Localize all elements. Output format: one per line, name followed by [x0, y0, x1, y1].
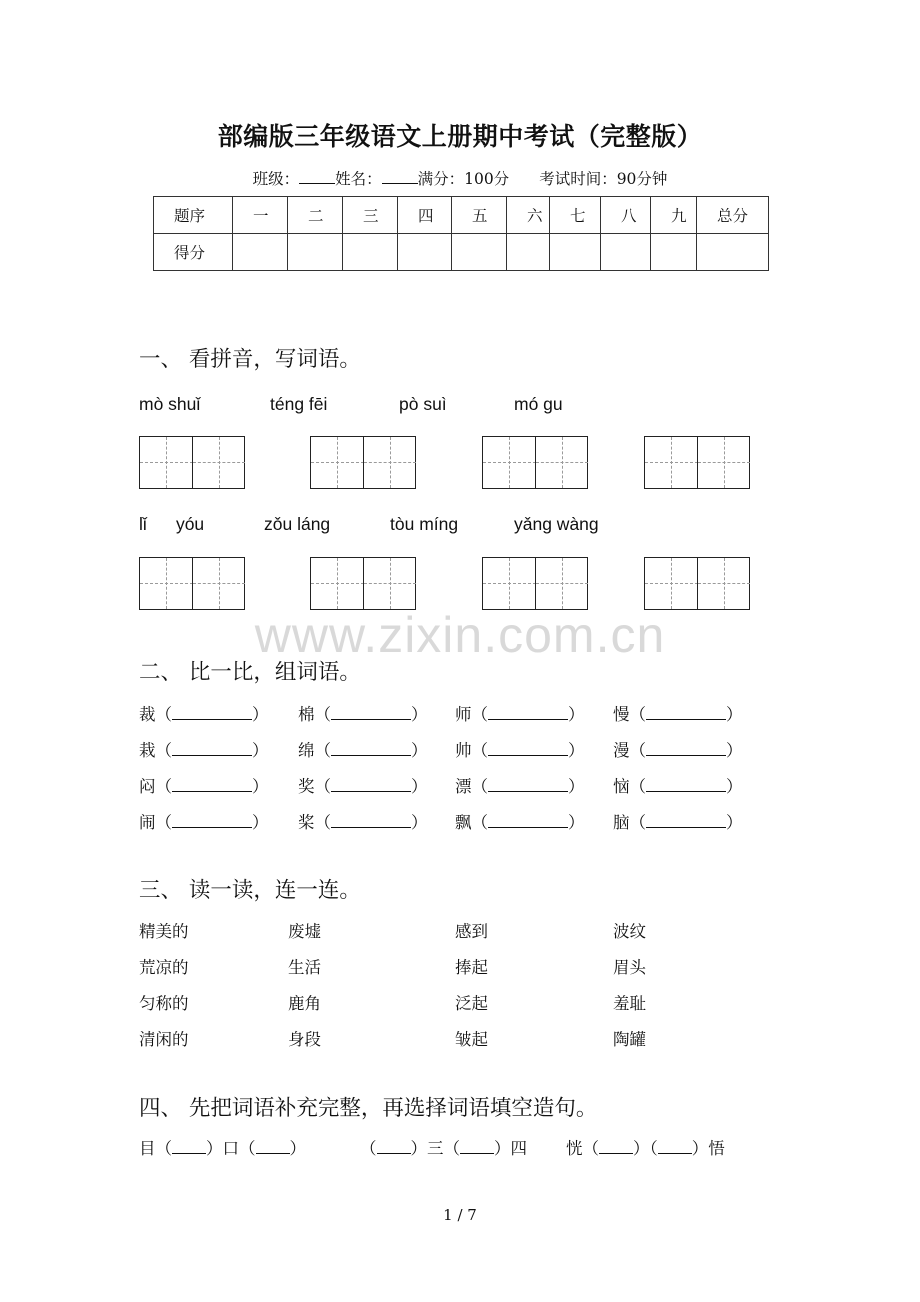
word-fill-item [613, 701, 743, 725]
close-paren: ） [726, 813, 743, 832]
close-paren: ） [726, 777, 743, 796]
table-cell: 题序 [154, 197, 233, 234]
score-cell [343, 234, 398, 271]
score-table-header-row [154, 197, 769, 234]
target-character: 恼 [613, 777, 630, 796]
table-cell: 得分 [154, 234, 233, 271]
close-paren: ） [568, 813, 585, 832]
pinyin-label: téng fēi [270, 394, 328, 414]
word-fill-item [139, 701, 269, 725]
answer-blank[interactable] [646, 812, 726, 828]
idiom-blank[interactable] [377, 1138, 411, 1154]
idiom-blank[interactable] [658, 1138, 692, 1154]
table-cell: 三 [343, 197, 398, 234]
open-paren: （ [155, 813, 172, 832]
match-word[interactable]: 匀称的 [139, 994, 189, 1013]
answer-blank[interactable] [646, 740, 726, 756]
target-character: 桨 [298, 813, 315, 832]
open-paren: （ [155, 741, 172, 760]
name-blank [382, 169, 418, 184]
match-word[interactable]: 泛起 [455, 994, 488, 1013]
close-paren: ） [568, 741, 585, 760]
target-character: 绵 [298, 741, 315, 760]
word-fill-item [455, 809, 585, 833]
open-paren: （ [629, 777, 646, 796]
open-paren: （ [629, 741, 646, 760]
pinyin-label: mó gu [514, 394, 563, 414]
target-character: 飘 [455, 813, 472, 832]
close-paren: ） [252, 741, 269, 760]
idiom-blank[interactable] [256, 1138, 290, 1154]
match-word[interactable]: 羞耻 [613, 994, 646, 1013]
table-cell: 八 [601, 197, 651, 234]
pinyin-label: pò suì [399, 394, 447, 414]
close-paren: ） [726, 741, 743, 760]
exam-time: 考试时间：90分钟 [539, 170, 668, 188]
target-character: 栽 [139, 741, 156, 760]
idiom-text: ）四 [494, 1139, 527, 1158]
word-fill-item [139, 773, 269, 797]
section-3-heading: 三、 读一读，连一连。 [139, 878, 361, 903]
answer-blank[interactable] [331, 740, 411, 756]
section-4-heading: 四、 先把词语补充完整，再选择词语填空造句。 [139, 1096, 598, 1121]
match-word[interactable]: 清闲的 [139, 1030, 189, 1049]
score-cell [452, 234, 507, 271]
pinyin-label: lǐ yóu [139, 514, 205, 534]
match-word[interactable]: 眉头 [613, 958, 646, 977]
idiom-text: ）口（ [206, 1139, 256, 1158]
target-character: 漫 [613, 741, 630, 760]
word-fill-item [455, 737, 585, 761]
word-fill-item [455, 701, 585, 725]
writing-grid[interactable] [482, 436, 588, 489]
section-1-heading: 一、 看拼音，写词语。 [139, 347, 361, 372]
word-fill-item [455, 773, 585, 797]
page-number: 1 / 7 [443, 1206, 477, 1224]
open-paren: （ [629, 813, 646, 832]
pinyin-label: tòu míng [390, 514, 459, 534]
open-paren: （ [471, 813, 488, 832]
target-character: 裁 [139, 705, 156, 724]
target-character: 闹 [139, 813, 156, 832]
answer-blank[interactable] [331, 776, 411, 792]
match-word[interactable]: 皱起 [455, 1030, 488, 1049]
writing-grid[interactable] [139, 436, 245, 489]
answer-blank[interactable] [331, 812, 411, 828]
target-character: 师 [455, 705, 472, 724]
match-word[interactable]: 鹿角 [288, 994, 321, 1013]
close-paren: ） [568, 777, 585, 796]
match-word[interactable]: 感到 [455, 922, 488, 941]
close-paren: ） [252, 705, 269, 724]
open-paren: （ [155, 777, 172, 796]
word-fill-item [613, 773, 743, 797]
match-word[interactable]: 陶罐 [613, 1030, 646, 1049]
close-paren: ） [568, 705, 585, 724]
table-cell: 五 [452, 197, 507, 234]
word-fill-item [298, 737, 428, 761]
table-cell: 七 [550, 197, 601, 234]
match-word[interactable]: 波纹 [613, 922, 646, 941]
score-cell [651, 234, 697, 271]
idiom-text: （ [360, 1139, 377, 1158]
idiom-item [139, 1135, 306, 1159]
answer-blank[interactable] [646, 776, 726, 792]
writing-grid[interactable] [482, 557, 588, 610]
target-character: 奖 [298, 777, 315, 796]
writing-grid[interactable] [310, 557, 416, 610]
match-word[interactable]: 废墟 [288, 922, 321, 941]
idiom-text: ）悟 [691, 1139, 725, 1158]
target-character: 漂 [455, 777, 472, 796]
table-cell: 四 [398, 197, 452, 234]
table-cell: 总分 [697, 197, 769, 234]
open-paren: （ [314, 777, 331, 796]
match-word[interactable]: 生活 [288, 958, 321, 977]
score-table [153, 196, 769, 271]
answer-blank[interactable] [172, 704, 252, 720]
pinyin-label: yǎng wàng [514, 514, 599, 534]
answer-blank[interactable] [488, 812, 568, 828]
word-fill-item [298, 701, 428, 725]
class-blank [299, 169, 335, 184]
section-2-heading: 二、 比一比，组词语。 [139, 660, 361, 685]
word-fill-item [298, 809, 428, 833]
score-cell [601, 234, 651, 271]
pinyin-label: zǒu láng [264, 514, 331, 534]
idiom-blank[interactable] [599, 1138, 633, 1154]
idiom-item [566, 1135, 725, 1159]
match-word[interactable]: 荒凉的 [139, 958, 189, 977]
open-paren: （ [471, 705, 488, 724]
idiom-text: ）三（ [410, 1139, 460, 1158]
match-word[interactable]: 精美的 [139, 922, 189, 941]
match-word[interactable]: 身段 [288, 1030, 321, 1049]
open-paren: （ [314, 705, 331, 724]
writing-grid[interactable] [310, 436, 416, 489]
table-cell: 六 [507, 197, 550, 234]
target-character: 慢 [613, 705, 630, 724]
word-fill-item [298, 773, 428, 797]
open-paren: （ [471, 777, 488, 796]
table-cell: 一 [233, 197, 288, 234]
table-cell: 九 [651, 197, 697, 234]
idiom-text: ） [289, 1139, 306, 1158]
answer-blank[interactable] [172, 776, 252, 792]
name-label: 姓名： [335, 170, 382, 188]
answer-blank[interactable] [331, 704, 411, 720]
table-cell: 二 [288, 197, 343, 234]
target-character: 闷 [139, 777, 156, 796]
open-paren: （ [155, 705, 172, 724]
close-paren: ） [411, 813, 428, 832]
writing-grid[interactable] [139, 557, 245, 610]
idiom-text: 恍（ [566, 1139, 599, 1158]
pinyin-label: mò shuǐ [139, 394, 201, 414]
answer-blank[interactable] [488, 740, 568, 756]
open-paren: （ [314, 813, 331, 832]
close-paren: ） [411, 741, 428, 760]
target-character: 帅 [455, 741, 472, 760]
score-cell [288, 234, 343, 271]
close-paren: ） [411, 777, 428, 796]
answer-blank[interactable] [172, 740, 252, 756]
score-cell [233, 234, 288, 271]
writing-grid[interactable] [644, 436, 750, 489]
word-fill-item [613, 809, 743, 833]
document-title: 部编版三年级语文上册期中考试（完整版） [217, 122, 703, 151]
exam-info-line [0, 167, 920, 189]
idiom-text: ）（ [633, 1139, 658, 1158]
answer-blank[interactable] [646, 704, 726, 720]
score-cell [398, 234, 452, 271]
idiom-text: 目（ [139, 1139, 172, 1158]
word-fill-item [139, 809, 269, 833]
close-paren: ） [252, 777, 269, 796]
writing-grid[interactable] [644, 557, 750, 610]
answer-blank[interactable] [488, 776, 568, 792]
match-word[interactable]: 捧起 [455, 958, 488, 977]
class-label: 班级： [252, 170, 300, 188]
idiom-blank[interactable] [460, 1138, 494, 1154]
score-cell [697, 234, 769, 271]
score-cell [550, 234, 601, 271]
close-paren: ） [252, 813, 269, 832]
answer-blank[interactable] [488, 704, 568, 720]
full-score: 满分：100分 [417, 170, 510, 188]
word-fill-item [139, 737, 269, 761]
watermark: www.zixin.com.cn [254, 607, 666, 663]
open-paren: （ [314, 741, 331, 760]
idiom-blank[interactable] [172, 1138, 206, 1154]
score-table-score-row [154, 234, 769, 271]
score-cell [507, 234, 550, 271]
close-paren: ） [726, 705, 743, 724]
open-paren: （ [629, 705, 646, 724]
close-paren: ） [411, 705, 428, 724]
idiom-item [360, 1135, 527, 1159]
word-fill-item [613, 737, 743, 761]
open-paren: （ [471, 741, 488, 760]
target-character: 棉 [298, 705, 315, 724]
answer-blank[interactable] [172, 812, 252, 828]
target-character: 脑 [613, 813, 630, 832]
